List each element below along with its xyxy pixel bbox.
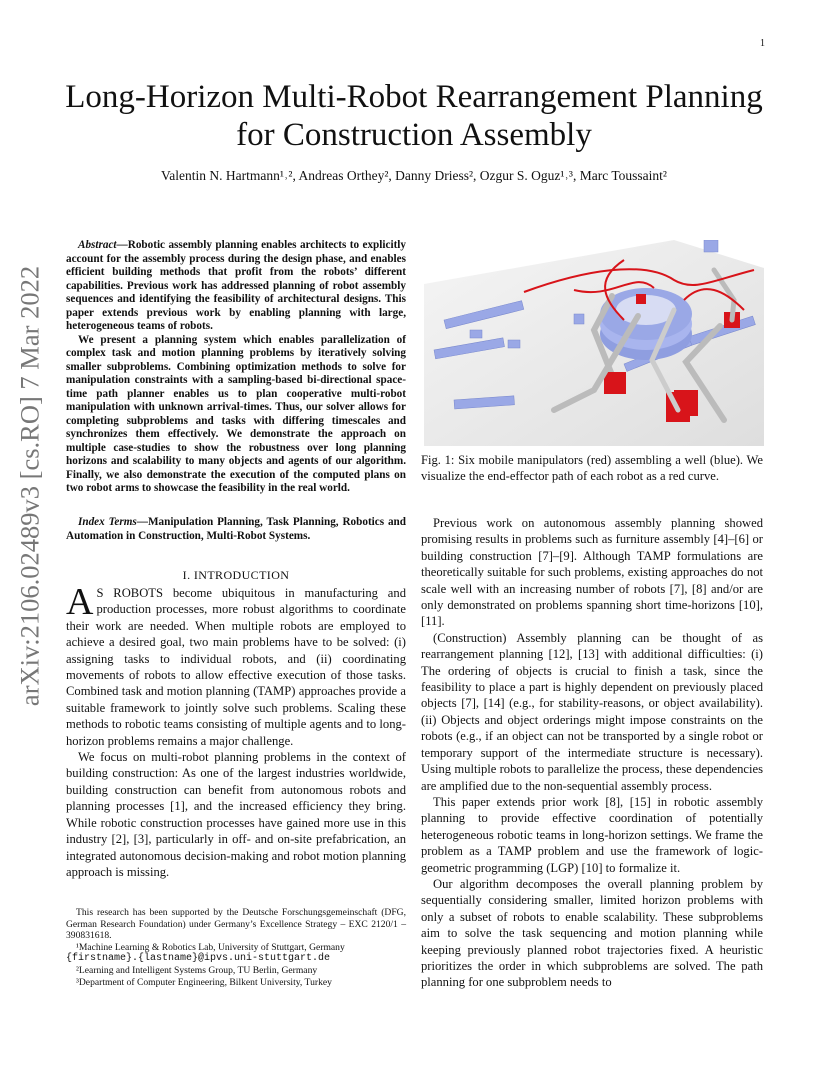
- paper-title: Long-Horizon Multi-Robot Rearrangement Planning for Construction Assembly: [65, 79, 763, 153]
- robot-scene-image: [424, 240, 764, 446]
- footnote-3: ³Department of Computer Engineering, Bilkent University, Turkey: [76, 976, 332, 988]
- abstract-paragraph-2: We present a planning system which enables parallelization of complex task and motion planning problems by iteratively solving smaller subproblems. Combining optimization methods to solve for manipulation constraints with a sampling-based bi-directional space-time path planner enables us to plan cooperative multi-robot manipulation with unknown arrival-times. Thus, our solver allows for completing subproblems and tasks with differing timescales and synchronizes them effectively. We demonstrate the approach on multiple case-studies to show the robustness over long planning horizons and scalability to many objects and agents of our algorithm. Finally, we also demonstrate the execution of the computed plans on two robot arms to showcase the feasibility in the real world.: [66, 333, 406, 494]
- intro-paragraph-1: S ROBOTS become ubiquitous in manufacturing and production processes, more robust algorithms to coordinate their work are needed. When multiple robots are employed to achieve a desired goal, two main problems have to be solved: (i) assigning tasks to individual robots, and (ii) coordinating movements of robots to allow effective execution of those tasks. Combined task and motion planning (TAMP) approaches provide a suitable framework to jointly solve such problems. Scaling these methods to robotic teams consisting of multiple agents and to long-horizon problems remains a major challenge.: [66, 586, 406, 748]
- right-paragraph-3: This paper extends prior work [8], [15] in robotic assembly planning to provide effective coordination of potentially heterogeneous robotic teams in long-horizon settings. We frame the problem as a TAMP problem and use the framework of logic-geometric programming (LGP) [10] to formalize it.: [421, 794, 763, 875]
- right-column-text: [421, 515, 763, 991]
- index-terms: [66, 516, 406, 543]
- figure-caption: Fig. 1: Six mobile manipulators (red) assembling a well (blue). We visualize the end-effector path of each robot as a red curve.: [421, 453, 763, 484]
- right-paragraph-2: (Construction) Assembly planning can be thought of as rearrangement planning [12], [13] with additional difficulties: (i) The ordering of objects is crucial to finish a task, since the feasibility to place a part is highly dependent on previously placed objects [7], [14] (e.g., for stability-reasons, or object availability). (ii) Objects and object orderings might impose constraints on the robots (e.g., if an object can not be transported by a single robot or temporary support of the intermediate structure is necessary). Using multiple robots to parallelize the process, these dependencies are amplified due to the non-sequential assembly process.: [421, 630, 763, 793]
- right-paragraph-1: Previous work on autonomous assembly planning showed promising results in problems such as furniture assembly [4]–[6] or building construction [7]–[9]. Although TAMP formulations are theoretically suitable for such problems, existing approaches do not scale well with an increasing number of robots [7], [8] and/or are only demonstrated on problems spanning short time-horizons [10], [11].: [421, 516, 763, 629]
- index-terms-label: Index Terms: [78, 516, 137, 528]
- author-list: Valentin N. Hartmann¹˒², Andreas Orthey², Danny Driess², Ozgur S. Oguz¹˒³, Marc Toussaint²: [161, 168, 667, 183]
- abstract-label: Abstract: [78, 239, 117, 251]
- footnote-1: ¹Machine Learning & Robotics Lab, University of Stuttgart, Germany: [76, 941, 345, 953]
- arxiv-stamp: [6, 265, 54, 707]
- abstract-paragraph-1: —Robotic assembly planning enables architects to explicitly account for the assembly process during the design phase, and enables efficient building methods that profit from the robots’ different capabilities. Previous work has addressed planning of robot assembly sequences and identifying the feasibility of architectural designs. This paper extends previous work by enabling planning with large, heterogeneous teams of robots.: [66, 239, 406, 332]
- arxiv-id: arXiv:2106.02489v3 [cs.RO] 7 Mar 2022: [14, 265, 45, 707]
- section-heading: I. INTRODUCTION: [182, 568, 290, 582]
- introduction: [66, 581, 406, 880]
- footnotes: [66, 907, 406, 988]
- index-terms-text: —Manipulation Planning, Task Planning, Robotics and Automation in Construction, Multi-Robot Systems.: [66, 516, 406, 542]
- footnote-funding: This research has been supported by the Deutsche Forschungsgemeinschaft (DFG, German Research Foundation) under Germany’s Excellence Strategy – EXC 2120/1 – 390831618.: [66, 907, 406, 942]
- figure-render: [424, 240, 764, 446]
- footnote-2: ²Learning and Intelligent Systems Group, TU Berlin, Germany: [76, 964, 318, 976]
- footnote-email: {firstname}.{lastname}@ipvs.uni-stuttgart.de: [66, 953, 331, 965]
- drop-cap: A: [66, 581, 94, 623]
- page-number: 1: [760, 38, 765, 49]
- abstract: [66, 239, 406, 496]
- right-paragraph-4: Our algorithm decomposes the overall planning problem by sequentially considering smaller, limited horizon problems with only a subset of robots to enable scalability. These subproblems aim to solve the task sequencing and motion planning while keeping previously planned robot trajectories fixed. A heuristic prioritizes the order in which subproblems are solved. The path planning for one subproblem needs to: [421, 876, 763, 990]
- intro-paragraph-2: We focus on multi-robot planning problems in the context of building construction: As one of the largest industries worldwide, building construction can benefit from autonomous robots and planning processes [1], and the increased efficiency they bring. While robotic construction processes have gained more use in this industry [2], [3], particularly in off- and on-site prefabrication, an integrated autonomous decision-making and robot motion planning approach is missing.: [66, 750, 406, 879]
